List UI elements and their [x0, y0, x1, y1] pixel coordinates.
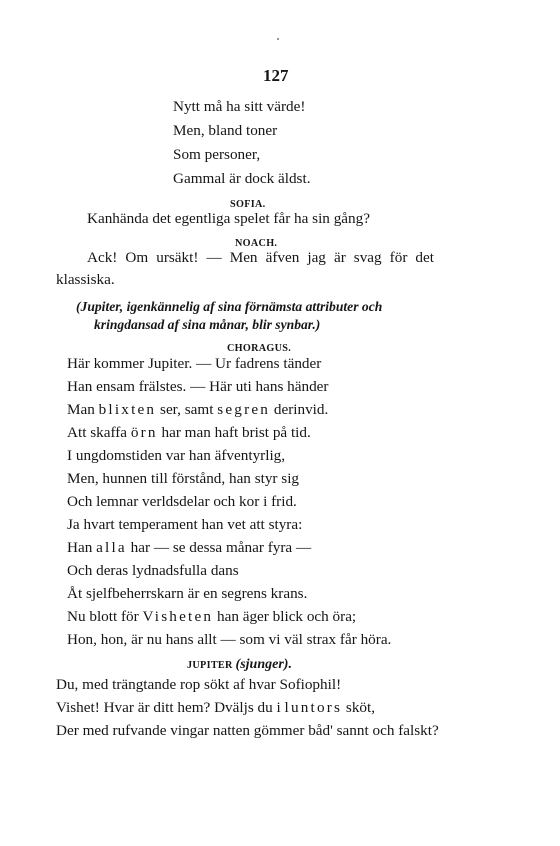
choragus-line: Åt sjelfbeherrskarn är en segrens krans. — [67, 585, 308, 602]
spaced-emphasis: luntors — [284, 699, 343, 716]
text-run: Man — [67, 401, 99, 418]
choragus-line — [67, 539, 311, 557]
spaced-emphasis: alla — [96, 539, 127, 556]
choragus-line: Han ensam frälstes. — Här uti hans händer — [67, 378, 329, 395]
text-run: har — se dessa månar fyra — — [126, 539, 312, 556]
text-run: derinvid. — [270, 401, 329, 418]
speaker-name: JUPITER — [187, 660, 233, 671]
choragus-line: Här kommer Jupiter. — Ur fadrens tänder — [67, 355, 322, 372]
choragus-line: Och deras lydnadsfulla dans — [67, 562, 239, 579]
text-run: har man haft brist på tid. — [157, 424, 311, 441]
noach-line-continued: klassiska. — [56, 271, 115, 288]
noach-line: Ack! Om ursäkt! — Men äfven jag är svag för det — [87, 249, 434, 266]
verse-line: Men, bland toner — [173, 122, 278, 139]
text-run: ser, samt — [156, 401, 218, 418]
choragus-line: Ja hvart temperament han vet att styra: — [67, 516, 303, 533]
spaced-emphasis: örn — [130, 424, 158, 441]
text-run: Han — [67, 539, 97, 556]
jupiter-line — [56, 699, 375, 717]
speaker-choragus: CHORAGUS. — [227, 343, 292, 354]
speaker-direction: (sjunger). — [235, 657, 292, 672]
choragus-line: Och lemnar verldsdelar och kor i frid. — [67, 493, 297, 510]
jupiter-line: Du, med trängtande rop sökt af hvar Sofiophil! — [56, 676, 342, 693]
choragus-line — [67, 401, 328, 419]
speaker-sofia: SOFIA. — [230, 199, 266, 210]
sofia-line: Kanhända det egentliga spelet får ha sin gång? — [87, 210, 370, 227]
choragus-line: I ungdomstiden var han äfventyrlig, — [67, 447, 286, 464]
verse-line: Som personer, — [173, 146, 261, 163]
text-run: Vishet! Hvar är ditt hem? Dväljs du i — [56, 699, 285, 716]
spaced-emphasis: segren — [217, 401, 271, 418]
spaced-emphasis: Visheten — [142, 608, 214, 625]
text-run: han äger blick och öra; — [213, 608, 357, 625]
verse-line: Nytt må ha sitt värde! — [173, 98, 306, 115]
spaced-emphasis: blixten — [98, 401, 157, 418]
text-run: sköt, — [342, 699, 376, 716]
choragus-line: Hon, hon, är nu hans allt — som vi väl strax får höra. — [67, 631, 392, 648]
speaker-jupiter — [187, 656, 292, 675]
stage-direction-line: kringdansad af sina månar, blir synbar.) — [94, 317, 321, 332]
verse-line: Gammal är dock äldst. — [173, 170, 311, 187]
jupiter-line: Der med rufvande vingar natten gömmer båd' sannt och falskt? — [56, 722, 439, 739]
text-run: Att skaffa — [67, 424, 131, 441]
speaker-noach: NOACH. — [235, 238, 278, 249]
choragus-line — [67, 424, 311, 442]
text-run: Nu blott för — [67, 608, 143, 625]
page-speck — [277, 38, 279, 40]
choragus-line: Men, hunnen till förstånd, han styr sig — [67, 470, 300, 487]
page-number: 127 — [263, 66, 289, 85]
choragus-line — [67, 608, 356, 626]
stage-direction-line: (Jupiter, igenkännelig af sina förnämsta attributer och — [76, 299, 383, 314]
